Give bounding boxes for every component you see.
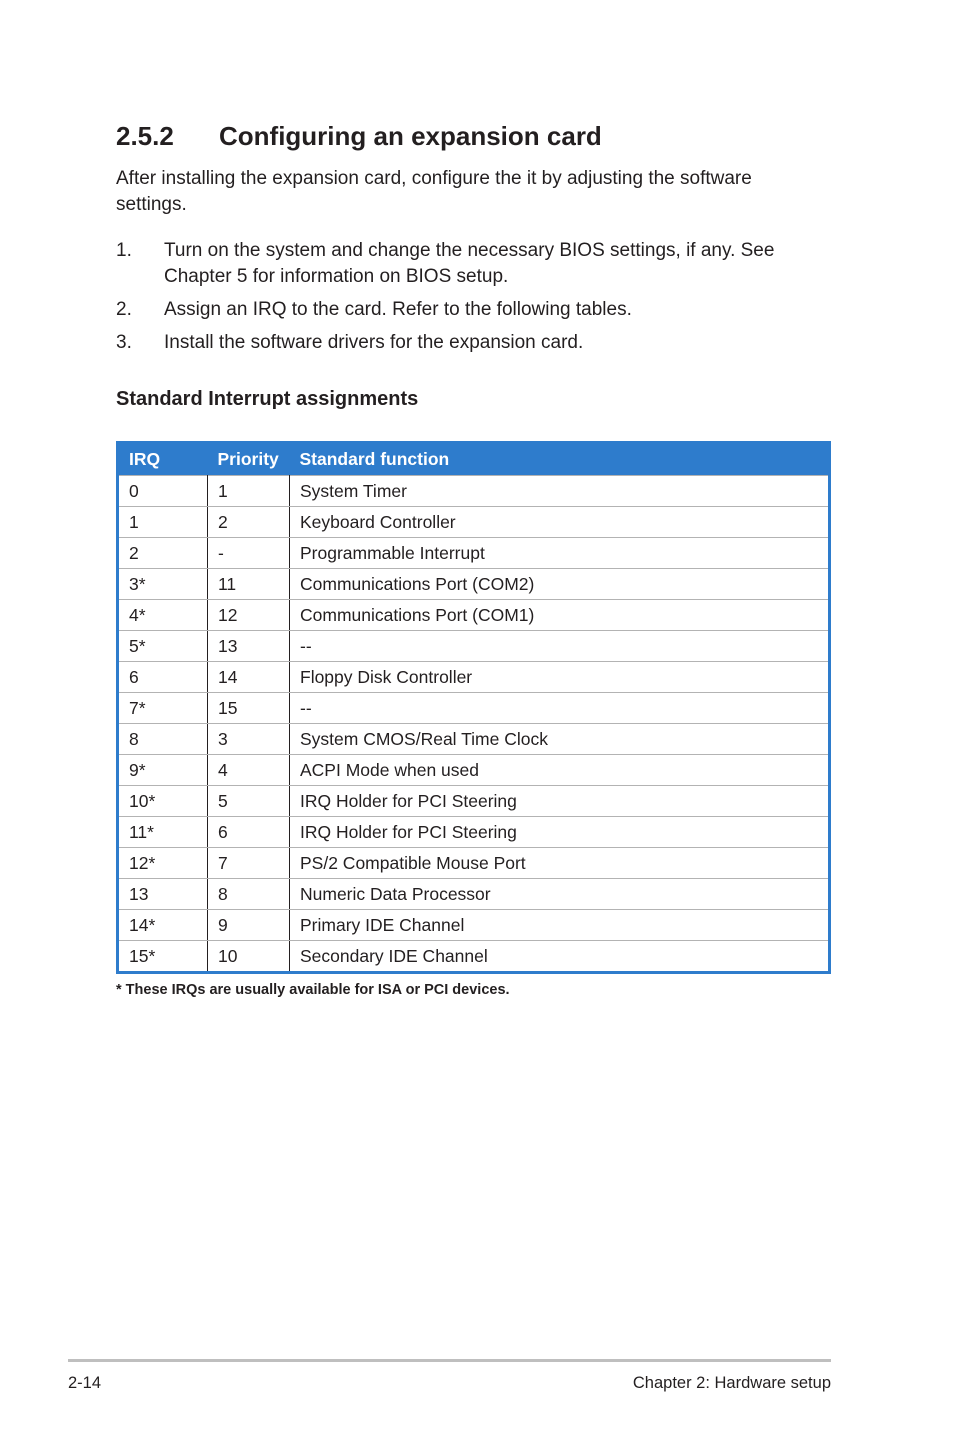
cell-priority: 6 bbox=[208, 817, 290, 848]
table-row bbox=[118, 724, 830, 755]
page-number: 2-14 bbox=[68, 1374, 102, 1392]
table-body bbox=[118, 476, 830, 973]
cell-function: PS/2 Compatible Mouse Port bbox=[290, 848, 830, 879]
section-number: 2.5.2 bbox=[116, 121, 174, 151]
intro-paragraph: After installing the expansion card, configure the it by adjusting the software settings. bbox=[116, 168, 752, 215]
cell-priority: 3 bbox=[208, 724, 290, 755]
cell-irq: 8 bbox=[118, 724, 208, 755]
cell-priority: 14 bbox=[208, 662, 290, 693]
cell-function: System CMOS/Real Time Clock bbox=[290, 724, 830, 755]
step-number: 1. bbox=[116, 240, 132, 261]
cell-function: Communications Port (COM1) bbox=[290, 600, 830, 631]
table-title: Standard Interrupt assignments bbox=[116, 388, 419, 410]
table-row bbox=[118, 755, 830, 786]
step-text: Turn on the system and change the necessary BIOS settings, if any. See Chapter 5 for information on BIOS setup. bbox=[164, 240, 775, 287]
cell-function: Communications Port (COM2) bbox=[290, 569, 830, 600]
cell-irq: 10* bbox=[118, 786, 208, 817]
cell-function: System Timer bbox=[290, 476, 830, 507]
table-row bbox=[118, 569, 830, 600]
step-number: 3. bbox=[116, 332, 132, 353]
steps-list bbox=[116, 238, 816, 363]
step-number: 2. bbox=[116, 299, 132, 320]
table-row bbox=[118, 693, 830, 724]
irq-table bbox=[116, 441, 831, 974]
cell-irq: 13 bbox=[118, 879, 208, 910]
cell-function: Secondary IDE Channel bbox=[290, 941, 830, 973]
cell-irq: 1 bbox=[118, 507, 208, 538]
step-item bbox=[116, 330, 816, 356]
cell-function: Numeric Data Processor bbox=[290, 879, 830, 910]
cell-irq: 0 bbox=[118, 476, 208, 507]
section-heading bbox=[116, 119, 602, 153]
table-row bbox=[118, 817, 830, 848]
cell-irq: 14* bbox=[118, 910, 208, 941]
header-standard-function: Standard function bbox=[290, 443, 830, 476]
cell-function: -- bbox=[290, 631, 830, 662]
cell-priority: 4 bbox=[208, 755, 290, 786]
table-row bbox=[118, 476, 830, 507]
cell-priority: 2 bbox=[208, 507, 290, 538]
cell-irq: 6 bbox=[118, 662, 208, 693]
step-item bbox=[116, 297, 816, 323]
cell-function: Keyboard Controller bbox=[290, 507, 830, 538]
cell-irq: 2 bbox=[118, 538, 208, 569]
header-irq: IRQ bbox=[118, 443, 208, 476]
step-text: Install the software drivers for the expansion card. bbox=[164, 332, 584, 353]
cell-priority: 9 bbox=[208, 910, 290, 941]
cell-function: ACPI Mode when used bbox=[290, 755, 830, 786]
chapter-label: Chapter 2: Hardware setup bbox=[632, 1374, 831, 1392]
cell-irq: 12* bbox=[118, 848, 208, 879]
footnote: * These IRQs are usually available for ISA or PCI devices. bbox=[116, 982, 510, 998]
cell-priority: 8 bbox=[208, 879, 290, 910]
cell-function: -- bbox=[290, 693, 830, 724]
step-text: Assign an IRQ to the card. Refer to the following tables. bbox=[164, 299, 632, 320]
header-priority: Priority bbox=[208, 443, 290, 476]
cell-priority: 15 bbox=[208, 693, 290, 724]
table-header-row bbox=[118, 443, 830, 476]
table-row bbox=[118, 538, 830, 569]
cell-function: Primary IDE Channel bbox=[290, 910, 830, 941]
cell-priority: 7 bbox=[208, 848, 290, 879]
cell-priority: 5 bbox=[208, 786, 290, 817]
table-row bbox=[118, 662, 830, 693]
cell-irq: 4* bbox=[118, 600, 208, 631]
cell-function: Floppy Disk Controller bbox=[290, 662, 830, 693]
cell-priority: 10 bbox=[208, 941, 290, 973]
cell-priority: 13 bbox=[208, 631, 290, 662]
section-title: Configuring an expansion card bbox=[219, 121, 602, 151]
table-row bbox=[118, 507, 830, 538]
cell-irq: 9* bbox=[118, 755, 208, 786]
table-row bbox=[118, 600, 830, 631]
cell-function: IRQ Holder for PCI Steering bbox=[290, 786, 830, 817]
table-row bbox=[118, 879, 830, 910]
table-row bbox=[118, 631, 830, 662]
cell-priority: 12 bbox=[208, 600, 290, 631]
cell-irq: 3* bbox=[118, 569, 208, 600]
table-row bbox=[118, 848, 830, 879]
table-row bbox=[118, 941, 830, 973]
cell-irq: 7* bbox=[118, 693, 208, 724]
cell-irq: 5* bbox=[118, 631, 208, 662]
cell-priority: 1 bbox=[208, 476, 290, 507]
cell-irq: 15* bbox=[118, 941, 208, 973]
cell-function: Programmable Interrupt bbox=[290, 538, 830, 569]
cell-function: IRQ Holder for PCI Steering bbox=[290, 817, 830, 848]
cell-priority: - bbox=[208, 538, 290, 569]
cell-priority: 11 bbox=[208, 569, 290, 600]
table-row bbox=[118, 786, 830, 817]
cell-irq: 11* bbox=[118, 817, 208, 848]
step-item bbox=[116, 238, 816, 290]
table-row bbox=[118, 910, 830, 941]
footer-divider bbox=[68, 1359, 831, 1362]
